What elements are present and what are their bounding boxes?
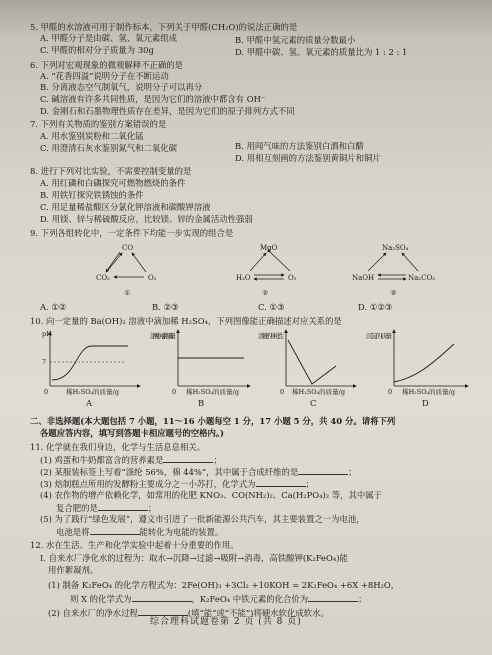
q7-stem: 7. 下列有关物质的鉴别方案错误的是 xyxy=(30,119,167,129)
q9-diagram-2 xyxy=(230,242,310,298)
q12-sub1b: 则 X 的化学式为 ，K₂FeO₄ 中铁元素的化合价为 ； xyxy=(70,594,367,604)
section2-line2: 各题应答内容，填写到答题卡相应题号的空格内。) xyxy=(40,428,225,438)
d3-num: ③ xyxy=(390,289,397,297)
q5-option-b: B. 甲醛中氢元素的质量分数最小 xyxy=(235,35,356,45)
ga-origin: 0 xyxy=(44,388,49,396)
gb-origin: 0 xyxy=(172,388,177,396)
d2-right: O₂ xyxy=(288,274,297,282)
q10-letter-b: B xyxy=(198,398,205,408)
q12-blank-2[interactable] xyxy=(308,593,358,602)
q11-sub4a: (4) 农作物的增产依赖化学，如常用的化肥 KNO₃、CO(NH₂)₂、Ca(H₂PO₄)₂ 等，其中属于 xyxy=(40,490,382,500)
d2-num: ② xyxy=(262,289,269,297)
section2-line1: 二、非选择题(本大题包括 7 小题，11～16 小题每空 1 分，17 小题 5 分，共 40 分。请将下列 xyxy=(30,416,396,426)
gc-origin: 0 xyxy=(280,388,285,396)
q9-option-d: D. ①②③ xyxy=(358,302,393,312)
page-footer: 综合理科试题卷第 2 页 (共 8 页) xyxy=(150,617,302,627)
q7-option-a: A. 用水鉴别炭粉和二氧化锰 xyxy=(40,131,144,141)
gb-ylabel: 溶液中元素的质量 xyxy=(150,332,176,340)
q7-option-b: B. 用闻气味的方法鉴别白酒和白醋 xyxy=(235,141,364,151)
ga-xlabel: 稀H₂SO₄的质量/g xyxy=(66,388,120,396)
q7-option-c: C. 用澄清石灰水鉴别氮气和二氧化碳 xyxy=(40,143,178,153)
gd-xlabel: 稀H₂SO₄的质量/g xyxy=(402,388,456,396)
gc-ylabel: 溶液的导电性 xyxy=(258,332,284,340)
q9-option-b: B. ②③ xyxy=(152,302,179,312)
d1-right: O₂ xyxy=(148,274,157,282)
q8-option-a: A. 用红磷和白磷探究可燃物燃烧的条件 xyxy=(40,178,186,188)
q9-diagram-1 xyxy=(88,242,168,298)
d3-top: Na₂SO₄ xyxy=(382,244,409,252)
q10-graph-b xyxy=(148,326,254,398)
q11-sub5b: 电池是将 能转化为电能的装置。 xyxy=(56,527,224,537)
q11-blank-1[interactable] xyxy=(163,454,213,463)
d1-num: ① xyxy=(124,289,131,297)
q11-blank-4[interactable] xyxy=(98,502,148,511)
gc-xlabel: 稀H₂SO₄的质量/g xyxy=(292,388,346,396)
q11-blank-2[interactable] xyxy=(298,466,348,475)
q11-sub4b: 复合肥的是 ； xyxy=(56,503,157,513)
q9-diagram-3 xyxy=(350,240,446,298)
q12-part1a: Ⅰ. 自来水厂净化水的过程为：取水→沉降→过滤→吸附→消毒，高铁酸钾(K₂FeO₄)能 xyxy=(40,553,348,563)
exam-page xyxy=(30,22,478,650)
d1-left: CO₂ xyxy=(96,274,110,282)
q5-option-d: D. 甲醛中碳、氢、氧元素的质量比为 1 : 2 : 1 xyxy=(235,47,408,57)
d3-left: NaOH xyxy=(352,274,375,282)
q5-option-a: A. 甲醛分子是由碳、氢、氧元素组成 xyxy=(40,33,177,43)
q11-stem: 11. 化学就在我们身边，化学与生活息息相关。 xyxy=(30,442,206,452)
q6-option-c: C. 碱溶液有许多共同性质，是因为它们的溶液中都含有 OH⁻ xyxy=(40,94,266,104)
gd-ylabel: 沉淀的质量 xyxy=(366,332,392,340)
d1-top: CO xyxy=(122,244,134,252)
q8-stem: 8. 进行下列对比实验，不需要控制变量的是 xyxy=(30,166,192,176)
q11-sub2: (2) 某服装标签上写着“涤纶 56%，棉 44%”，其中属于合成纤维的是 ； xyxy=(40,467,357,477)
q10-graph-c xyxy=(256,326,360,398)
q5-stem: 5. 甲醛的水溶液可用于制作标本，下列关于甲醛(CH₂O)的说法正确的是 xyxy=(30,22,298,32)
ga-ylabel: pH xyxy=(42,330,52,338)
q7-option-d: D. 用相互刻画的方法鉴别黄铜片和铜片 xyxy=(235,153,381,163)
q11-sub5a: (5) 为了践行“绿色发展”，遵义市引进了一批新能源公共汽车，其主要装置之一为电池， xyxy=(40,514,365,524)
d3-right: Na₂CO₃ xyxy=(408,274,436,282)
q8-option-c: C. 用足量稀盐酸区分氯化钾溶液和碳酸钾溶液 xyxy=(40,202,211,212)
q12-sub1a: (1) 制备 K₂FeO₄ 的化学方程式为：2Fe(OH)₃ +3Cl₂ +10KOH = 2K₂FeO₄ +6X +8H₂O， xyxy=(48,580,400,590)
d2-left: H₂O xyxy=(236,274,251,282)
q8-option-b: B. 用铁钉探究铁锈蚀的条件 xyxy=(40,190,144,200)
q10-graph-a xyxy=(36,326,146,398)
q6-option-a: A. “花香四溢”说明分子在不断运动 xyxy=(40,71,169,81)
q9-stem: 9. 下列各组转化中，一定条件下均能一步实现的组合是 xyxy=(30,228,234,238)
q11-sub3: (3) 焙制糕点所用的发酵粉主要成分之一小苏打，化学式为 ； xyxy=(40,479,314,489)
q11-blank-3[interactable] xyxy=(256,478,306,487)
q10-graph-d xyxy=(364,326,474,398)
q9-option-c: C. ①③ xyxy=(258,302,285,312)
d2-top: MgO xyxy=(260,244,278,252)
q12-sub2: (2) 自来水厂的净水过程 (填“能”或“不能”)将硬水软化成软水。 xyxy=(48,608,329,618)
q9-option-a: A. ①② xyxy=(40,302,67,312)
q8-option-d: D. 用镁、锌与稀硫酸反应，比较镁、锌的金属活动性强弱 xyxy=(40,214,253,224)
gd-origin: 0 xyxy=(388,388,393,396)
q6-stem: 6. 下列对宏观现象的微观解释不正确的是 xyxy=(30,60,184,70)
q11-sub1: (1) 鸡蛋和牛奶都富含的营养素是 ； xyxy=(40,455,222,465)
q6-option-d: D. 金刚石和石墨物理性质存在差异，是因为它们的原子排列方式不同 xyxy=(40,106,295,116)
q10-stem: 10. 向一定量的 Ba(OH)₂ 溶液中滴加稀 H₂SO₄，下列图像能正确描述对应关系的是 xyxy=(30,316,342,326)
q12-stem: 12. 水在生活、生产和化学实验中起着十分重要的作用。 xyxy=(30,540,239,550)
q10-letter-c: C xyxy=(310,398,317,408)
q12-part1b: 用作絮凝剂。 xyxy=(48,565,99,575)
gb-xlabel: 稀H₂SO₄的质量/g xyxy=(186,388,240,396)
q6-option-b: B. 分离液态空气制氧气，说明分子可以再分 xyxy=(40,82,203,92)
q10-letter-a: A xyxy=(86,398,93,408)
q11-blank-5[interactable] xyxy=(90,526,140,535)
ga-seven: 7 xyxy=(42,358,47,366)
q10-letter-d: D xyxy=(422,398,429,408)
q5-option-c: C. 甲醛的相对分子质量为 30g xyxy=(40,45,154,55)
q12-blank-1[interactable] xyxy=(132,593,192,602)
